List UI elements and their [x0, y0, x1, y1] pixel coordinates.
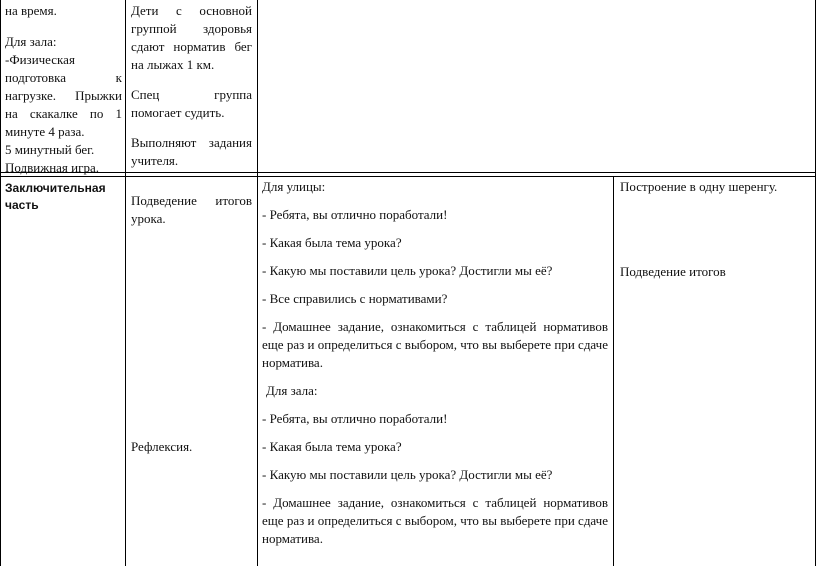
- table-border-left: [0, 0, 1, 566]
- hall-item: - Какую мы поставили цель урока? Достигли мы её?: [262, 467, 553, 482]
- summary-text: Подведение итогов урока.: [131, 193, 252, 226]
- top-row-cell-1: [5, 2, 122, 177]
- street-item: - Домашнее задание, ознакомиться с таблицей нормативов еще раз и определиться с выбором, что вы выберете при сдаче норматива.: [262, 319, 608, 370]
- street-item: - Какая была тема урока?: [262, 235, 402, 250]
- table-divider-1: [125, 0, 126, 566]
- hall-heading: Для зала:: [5, 34, 57, 49]
- hall-item: - Ребята, вы отлично поработали!: [262, 411, 448, 426]
- street-item: - Ребята, вы отлично поработали!: [262, 207, 448, 222]
- summary-right-text: Подведение итогов: [620, 264, 726, 279]
- reflection-text: Рефлексия.: [131, 439, 193, 454]
- hall-item: - Какая была тема урока?: [262, 439, 402, 454]
- table-row-separator-2: [0, 176, 816, 177]
- hall-exercise-text: -Физическая подготовка к нагрузке. Прыжки на скакалке по 1 минуте 4 раза.: [5, 52, 122, 139]
- stage-name: Заключительная часть: [5, 181, 106, 212]
- hall-heading-final: Для зала:: [266, 383, 318, 398]
- ski-test-text: Дети с основной группой здоровья сдают норматив бег на лыжах 1 км.: [131, 3, 252, 72]
- summary-right-cell: [620, 263, 812, 281]
- run-text: 5 минутный бег.: [5, 142, 95, 157]
- stage-name-cell: [5, 180, 121, 214]
- special-group-text: Спец группа помогает судить.: [131, 87, 252, 120]
- teacher-tasks-text: Выполняют задания учителя.: [131, 135, 252, 168]
- street-heading: Для улицы:: [262, 179, 326, 194]
- stage-content-cell: [131, 192, 252, 228]
- hall-item: - Домашнее задание, ознакомиться с таблицей нормативов еще раз и определиться с выбором, что вы выберете при сдаче норматива.: [262, 495, 608, 546]
- street-item: - Все справились с нормативами?: [262, 291, 448, 306]
- street-item: - Какую мы поставили цель урока? Достигли мы её?: [262, 263, 553, 278]
- table-row-separator-1: [0, 172, 816, 173]
- formation-text: Построение в одну шеренгу.: [620, 179, 778, 194]
- table-divider-3: [613, 177, 614, 566]
- game-text: Подвижная игра.: [5, 160, 99, 175]
- reflection-cell: [131, 438, 252, 456]
- continued-text: на время.: [5, 3, 57, 18]
- table-divider-2: [257, 0, 258, 566]
- top-row-cell-2: [131, 2, 252, 170]
- teacher-activity-cell: [262, 178, 608, 548]
- student-activity-cell: [620, 178, 812, 196]
